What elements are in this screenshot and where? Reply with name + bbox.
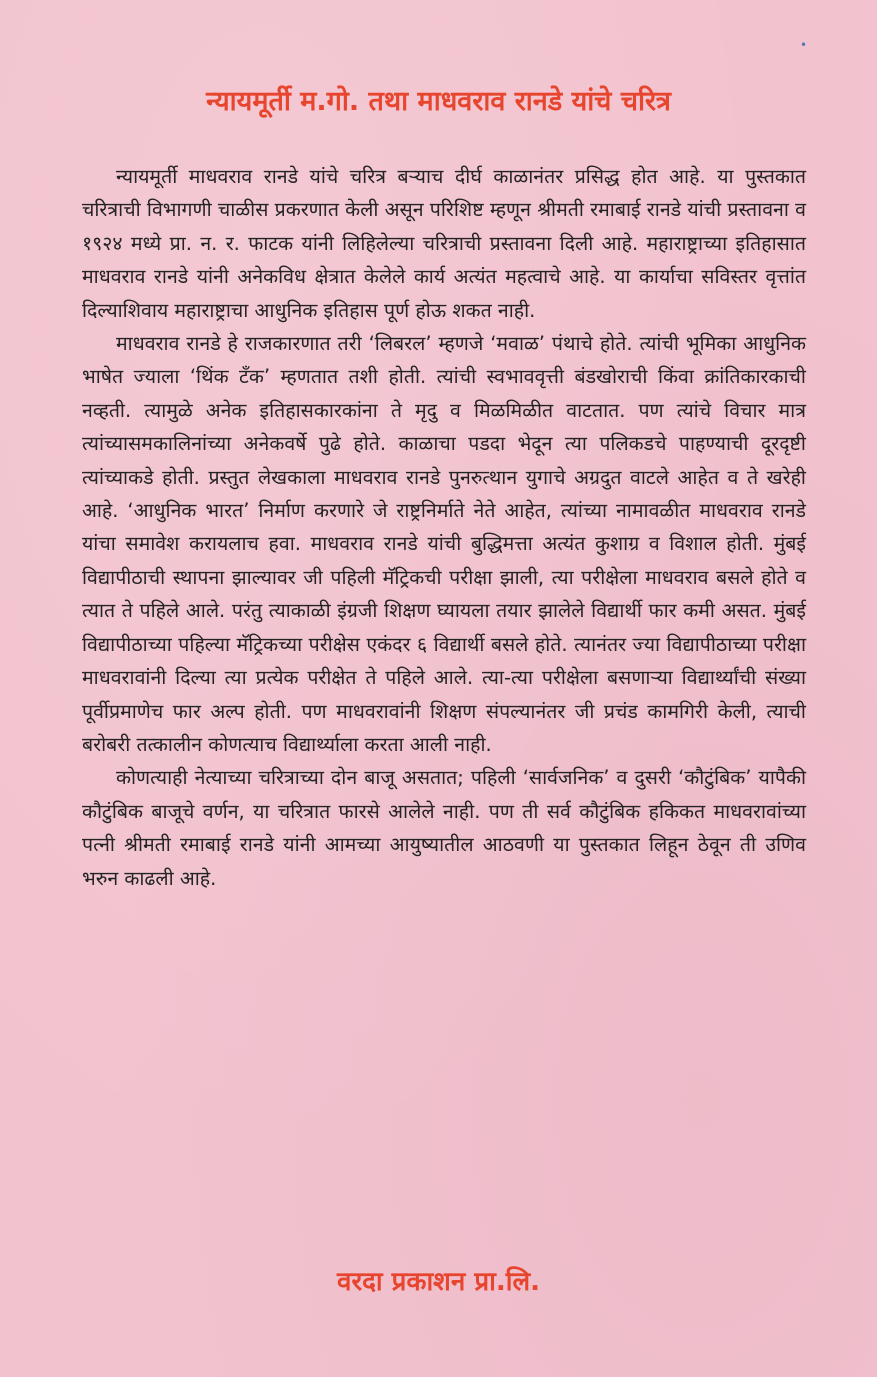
ink-speck-mark: •	[800, 38, 808, 52]
publisher-name: वरदा प्रकाशन प्रा.लि.	[337, 1267, 540, 1297]
paragraph-3: कोणत्याही नेत्याच्या चरित्राच्या दोन बाजू असतात; पहिली ‘सार्वजनिक’ व दुसरी ‘कौटुंबिक’ यापैकी कौटुंबिक बाजूचे वर्णन, या चरित्रात फारसे आलेले नाही. पण ती सर्व कौटुंबिक हकिकत माधवरावांच्या पत्नी श्रीमती रमाबाई रानडे यांनी आमच्या आयुष्यातील आठवणी या पुस्तकात लिहून ठेवून ती उणिव भरुन काढली आहे.	[82, 766, 806, 890]
book-title: न्यायमूर्ती म.गो. तथा माधवराव रानडे यांचे चरित्र	[206, 86, 671, 117]
paragraph-2: माधवराव रानडे हे राजकारणात तरी ‘लिबरल’ म्हणजे ‘मवाळ’ पंथाचे होते. त्यांची भूमिका आधुनिक भाषेत ज्याला ‘थिंक टँक’ म्हणतात तशी होती. त्यांची स्वभाववृत्ती बंडखोराची किंवा क्रांतिकारकाची नव्हती. त्यामुळे अनेक इतिहासकारकांना ते मृदु व मिळमिळीत वाटतात. पण त्यांचे विचार मात्र त्यांच्यासमकालिनांच्या अनेकवर्षे पुढे होते. काळाचा पडदा भेदून त्या पलिकडचे पाहण्याची दूरदृष्टी त्यांच्याकडे होती. प्रस्तुत लेखकाला माधवराव रानडे पुनरुत्थान युगाचे अग्रदुत वाटले आहेत व ते खरेही आहे. ‘आधुनिक भारत’ निर्माण करणारे जे राष्ट्रनिर्माते नेते आहेत, त्यांच्या नामावळीत माधवराव रानडे यांचा समावेश करायलाच हवा. माधवराव रानडे यांची बुद्धिमत्ता अत्यंत कुशाग्र व विशाल होती. मुंबई विद्यापीठाची स्थापना झाल्यावर जी पहिली मॅट्रिकची परीक्षा झाली, त्या परीक्षेला माधवराव बसले होते व त्यात ते पहिले आले. परंतु त्याकाळी इंग्रजी शिक्षण घ्यायला तयार झालेले विद्यार्थी फार कमी असत. मुंबई विद्यापीठाच्या पहिल्या मॅट्रिकच्या परीक्षेस एकंदर ६ विद्यार्थी बसले होते. त्यानंतर ज्या विद्यापीठाच्या परीक्षा माधवरावांनी दिल्या त्या प्रत्येक परीक्षेत ते पहिले आले. त्या-त्या परीक्षेला बसणाऱ्या विद्यार्थ्यांची संख्या पूर्वीप्रमाणेच फार अल्प होती. पण माधवरावांनी शिक्षण संपल्यानंतर जी प्रचंड कामगिरी केली, त्याची बरोबरी तत्कालीन कोणत्याच विद्यार्थ्याला करता आली नाही.	[82, 332, 806, 756]
blurb-text	[82, 160, 806, 895]
paragraph-1: न्यायमूर्ती माधवराव रानडे यांचे चरित्र बऱ्याच दीर्घ काळानंतर प्रसिद्ध होत आहे. या पुस्तकात चरित्राची विभागणी चाळीस प्रकरणात केली असून परिशिष्ट म्हणून श्रीमती रमाबाई रानडे यांची प्रस्तावना व १९२४ मध्ये प्रा. न. र. फाटक यांनी लिहिलेल्या चरित्राची प्रस्तावना दिली आहे. महाराष्ट्राच्या इतिहासात माधवराव रानडे यांनी अनेकविध क्षेत्रात केलेले कार्य अत्यंत महत्वाचे आहे. या कार्याचा सविस्तर वृत्तांत दिल्याशिवाय महाराष्ट्राचा आधुनिक इतिहास पूर्ण होऊ शकत नाही.	[82, 165, 806, 322]
